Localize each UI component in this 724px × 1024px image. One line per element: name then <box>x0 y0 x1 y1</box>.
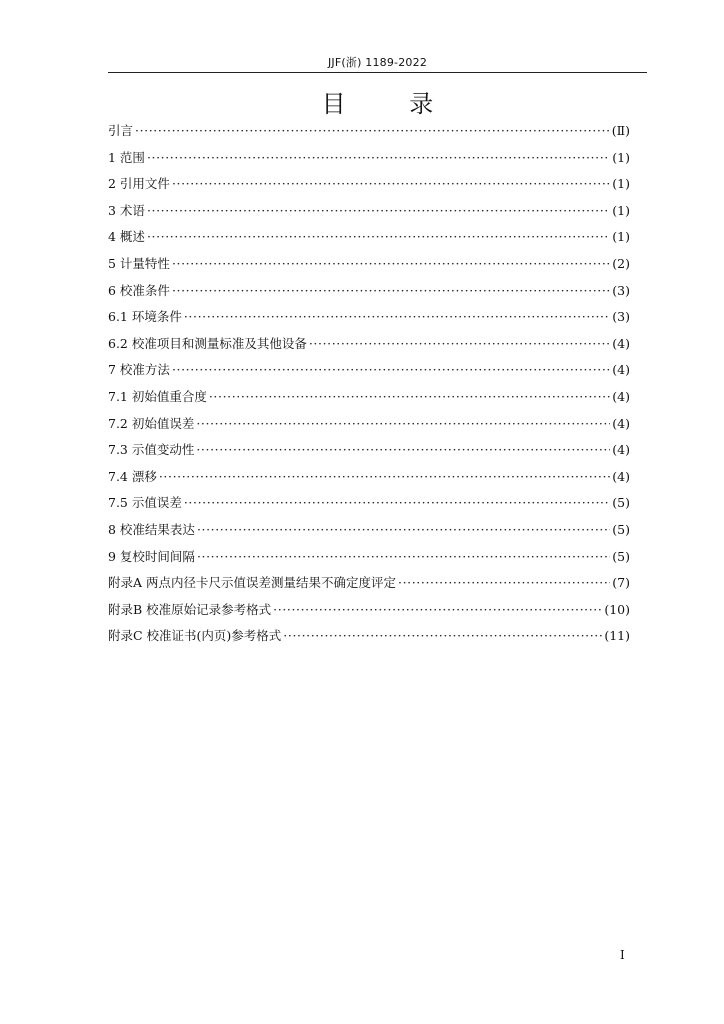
toc-entry-label: 6.2 校准项目和测量标准及其他设备 <box>108 335 307 351</box>
toc-entry[interactable] <box>108 278 630 305</box>
header-rule <box>108 72 647 73</box>
table-of-contents <box>108 118 630 650</box>
toc-entry-page: (Ⅱ) <box>611 123 630 138</box>
toc-entry-page: (11) <box>604 628 630 644</box>
toc-entry-page: (4) <box>612 442 630 458</box>
toc-entry-label: 7.4 漂移 <box>108 468 157 484</box>
toc-leader-dots <box>147 198 610 225</box>
toc-leader-dots <box>172 171 610 198</box>
toc-entry-page: (1) <box>612 229 630 245</box>
toc-entry-label: 附录A 两点内径卡尺示值误差测量结果不确定度评定 <box>108 575 397 591</box>
toc-entry-page: (1) <box>612 149 630 165</box>
toc-entry[interactable] <box>108 623 630 650</box>
toc-entry-label: 5 计量特性 <box>108 255 170 271</box>
toc-leader-dots <box>184 304 610 331</box>
toc-entry[interactable] <box>108 570 630 597</box>
toc-leader-dots <box>197 517 610 544</box>
toc-entry[interactable] <box>108 224 630 251</box>
toc-entry-label: 附录C 校准证书(内页)参考格式 <box>108 628 282 644</box>
toc-entry[interactable] <box>108 118 630 145</box>
toc-entry[interactable] <box>108 171 630 198</box>
toc-leader-dots <box>283 623 602 650</box>
toc-entry[interactable] <box>108 437 630 464</box>
toc-entry-page: (4) <box>612 468 630 484</box>
toc-entry-label: 6 校准条件 <box>108 282 170 298</box>
toc-entry[interactable] <box>108 384 630 411</box>
toc-leader-dots <box>135 118 610 145</box>
toc-entry-label: 7.2 初始值误差 <box>108 415 195 431</box>
page-number: I <box>620 948 625 962</box>
toc-entry[interactable] <box>108 490 630 517</box>
toc-entry-label: 6.1 环境条件 <box>108 309 182 325</box>
toc-entry-page: (3) <box>612 309 630 325</box>
toc-leader-dots <box>273 597 602 624</box>
toc-entry[interactable] <box>108 544 630 571</box>
toc-entry[interactable] <box>108 411 630 438</box>
toc-entry-page: (4) <box>612 362 630 378</box>
toc-leader-dots <box>172 251 610 278</box>
toc-entry-page: (1) <box>612 176 630 192</box>
toc-entry[interactable] <box>108 331 630 358</box>
toc-entry[interactable] <box>108 517 630 544</box>
toc-entry-page: (4) <box>612 335 630 351</box>
toc-entry-page: (4) <box>612 388 630 404</box>
toc-entry[interactable] <box>108 145 630 172</box>
toc-leader-dots <box>196 411 610 438</box>
toc-entry-label: 附录B 校准原始记录参考格式 <box>108 601 272 617</box>
toc-leader-dots <box>172 278 610 305</box>
toc-leader-dots <box>196 437 610 464</box>
toc-entry[interactable] <box>108 464 630 491</box>
toc-entry[interactable] <box>108 198 630 225</box>
toc-entry-label: 7.5 示值误差 <box>108 495 182 511</box>
toc-leader-dots <box>197 544 610 571</box>
toc-entry[interactable] <box>108 597 630 624</box>
toc-entry-page: (2) <box>612 255 630 271</box>
toc-entry-page: (7) <box>612 575 630 591</box>
toc-entry-label: 1 范围 <box>108 149 145 165</box>
toc-entry-page: (3) <box>612 282 630 298</box>
toc-entry-page: (5) <box>612 521 630 537</box>
toc-leader-dots <box>172 357 610 384</box>
toc-leader-dots <box>184 490 610 517</box>
toc-entry-page: (5) <box>612 495 630 511</box>
toc-entry-label: 3 术语 <box>108 202 145 218</box>
toc-entry[interactable] <box>108 304 630 331</box>
toc-entry-label: 8 校准结果表达 <box>108 521 195 537</box>
toc-leader-dots <box>147 145 610 172</box>
toc-leader-dots <box>159 464 610 491</box>
toc-entry[interactable] <box>108 251 630 278</box>
toc-entry-label: 7.1 初始值重合度 <box>108 388 207 404</box>
toc-entry-label: 7.3 示值变动性 <box>108 442 195 458</box>
toc-entry-label: 4 概述 <box>108 229 145 245</box>
toc-entry-page: (4) <box>612 415 630 431</box>
toc-entry-label: 7 校准方法 <box>108 362 170 378</box>
toc-entry-page: (5) <box>612 548 630 564</box>
toc-entry[interactable] <box>108 357 630 384</box>
toc-leader-dots <box>209 384 610 411</box>
toc-entry-page: (10) <box>604 601 630 617</box>
toc-entry-page: (1) <box>612 202 630 218</box>
toc-entry-label: 引言 <box>108 123 134 138</box>
toc-leader-dots <box>398 570 610 597</box>
toc-entry-label: 9 复校时间间隔 <box>108 548 195 564</box>
toc-entry-label: 2 引用文件 <box>108 176 170 192</box>
document-header-code: JJF(浙) 1189-2022 <box>327 56 428 69</box>
toc-leader-dots <box>147 224 610 251</box>
toc-leader-dots <box>309 331 610 358</box>
toc-title: 目 录 <box>321 90 462 118</box>
